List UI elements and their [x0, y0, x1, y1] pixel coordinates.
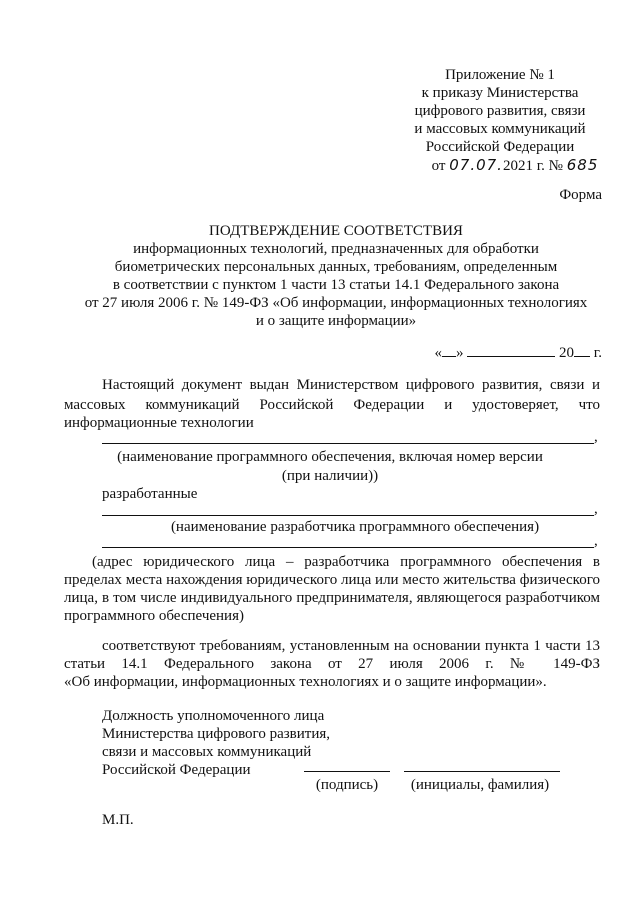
title-line-4: в соответствии с пунктом 1 части 13 статьи 14.1 Федерального закона	[112, 277, 560, 293]
month-blank[interactable]	[467, 342, 555, 357]
caption-initials-surname: (инициалы, фамилия)	[410, 777, 550, 793]
issue-date-line	[435, 342, 602, 362]
software-name-field[interactable]	[102, 443, 594, 444]
software-comma: ,	[594, 429, 598, 445]
caption-software-name-1: (наименование программного обеспечения, включая номер версии	[117, 449, 543, 465]
signature-field[interactable]	[304, 771, 390, 772]
appendix-header	[390, 66, 610, 174]
caption-address-line1: (адрес юридического лица – разработчика программного обеспечения в	[92, 554, 600, 570]
body-para2-line3: «Об информации, информационных технологиях и о защите информации».	[64, 674, 547, 690]
body-para1-line3: информационные технологии	[64, 415, 254, 431]
title-main: ПОДТВЕРЖДЕНИЕ СООТВЕТСТВИЯ	[209, 223, 463, 239]
signatory-position-4: Российской Федерации	[102, 762, 251, 778]
appendix-date-year: 2021 г. №	[502, 158, 563, 174]
developer-address-field[interactable]	[102, 547, 594, 548]
stamp-place: М.П.	[102, 812, 134, 828]
body-para1-line2: массовых коммуникаций Российской Федерации и удостоверяет, что	[64, 397, 600, 413]
date-close-quote: »	[456, 345, 464, 361]
appendix-date-handwritten: 07.07.	[449, 156, 503, 174]
appendix-ministry-2: и массовых коммуникаций	[414, 121, 586, 137]
day-blank[interactable]	[442, 342, 456, 357]
year-prefix: 20	[559, 345, 575, 361]
caption-address-line4: программного обеспечения)	[64, 608, 244, 624]
document-title	[60, 222, 612, 330]
address-comma: ,	[594, 533, 598, 549]
title-line-5: от 27 июля 2006 г. № 149-ФЗ «Об информации, информационных технологиях	[84, 295, 588, 311]
caption-software-name-2: (при наличии))	[281, 468, 379, 484]
caption-signature: (подпись)	[315, 777, 379, 793]
year-suffix: г.	[593, 345, 602, 361]
caption-developer-name: (наименование разработчика программного обеспечения)	[170, 519, 540, 535]
title-line-6: и о защите информации»	[255, 313, 417, 329]
developer-name-field[interactable]	[102, 515, 594, 516]
appendix-number-handwritten: 685	[566, 156, 599, 174]
name-field[interactable]	[404, 771, 560, 772]
developer-comma: ,	[594, 501, 598, 517]
caption-address-line2: пределах места нахождения юридического лица или место жительства физического	[64, 572, 600, 588]
body-para1-line1: Настоящий документ выдан Министерством цифрового развития, связи и	[102, 377, 600, 393]
appendix-number: Приложение № 1	[445, 67, 555, 83]
signatory-position-1: Должность уполномоченного лица	[102, 708, 325, 724]
signatory-position-2: Министерства цифрового развития,	[102, 726, 331, 742]
appendix-ministry-1: цифрового развития, связи	[414, 103, 586, 119]
date-open-quote: «	[434, 345, 443, 361]
caption-address-line3: лица, в том числе индивидуального предпринимателя, являющегося разработчиком	[64, 590, 600, 606]
body-para2-line2: статьи 14.1 Федерального закона от 27 июля 2006 г. № 149-ФЗ	[64, 656, 600, 672]
body-para2-line1: соответствуют требованиям, установленным на основании пункта 1 части 13	[102, 638, 600, 654]
appendix-ministry-3: Российской Федерации	[425, 139, 575, 155]
year-blank[interactable]	[574, 342, 590, 357]
appendix-date-line	[390, 156, 610, 174]
signatory-position-3: связи и массовых коммуникаций	[102, 744, 312, 760]
title-line-3: биометрических персональных данных, требованиям, определенным	[114, 259, 558, 275]
appendix-date-prefix: от	[431, 158, 446, 174]
form-label: Форма	[559, 187, 602, 203]
developed-label: разработанные	[102, 486, 198, 502]
title-line-2: информационных технологий, предназначенных для обработки	[133, 241, 539, 257]
appendix-order-ref: к приказу Министерства	[421, 85, 579, 101]
